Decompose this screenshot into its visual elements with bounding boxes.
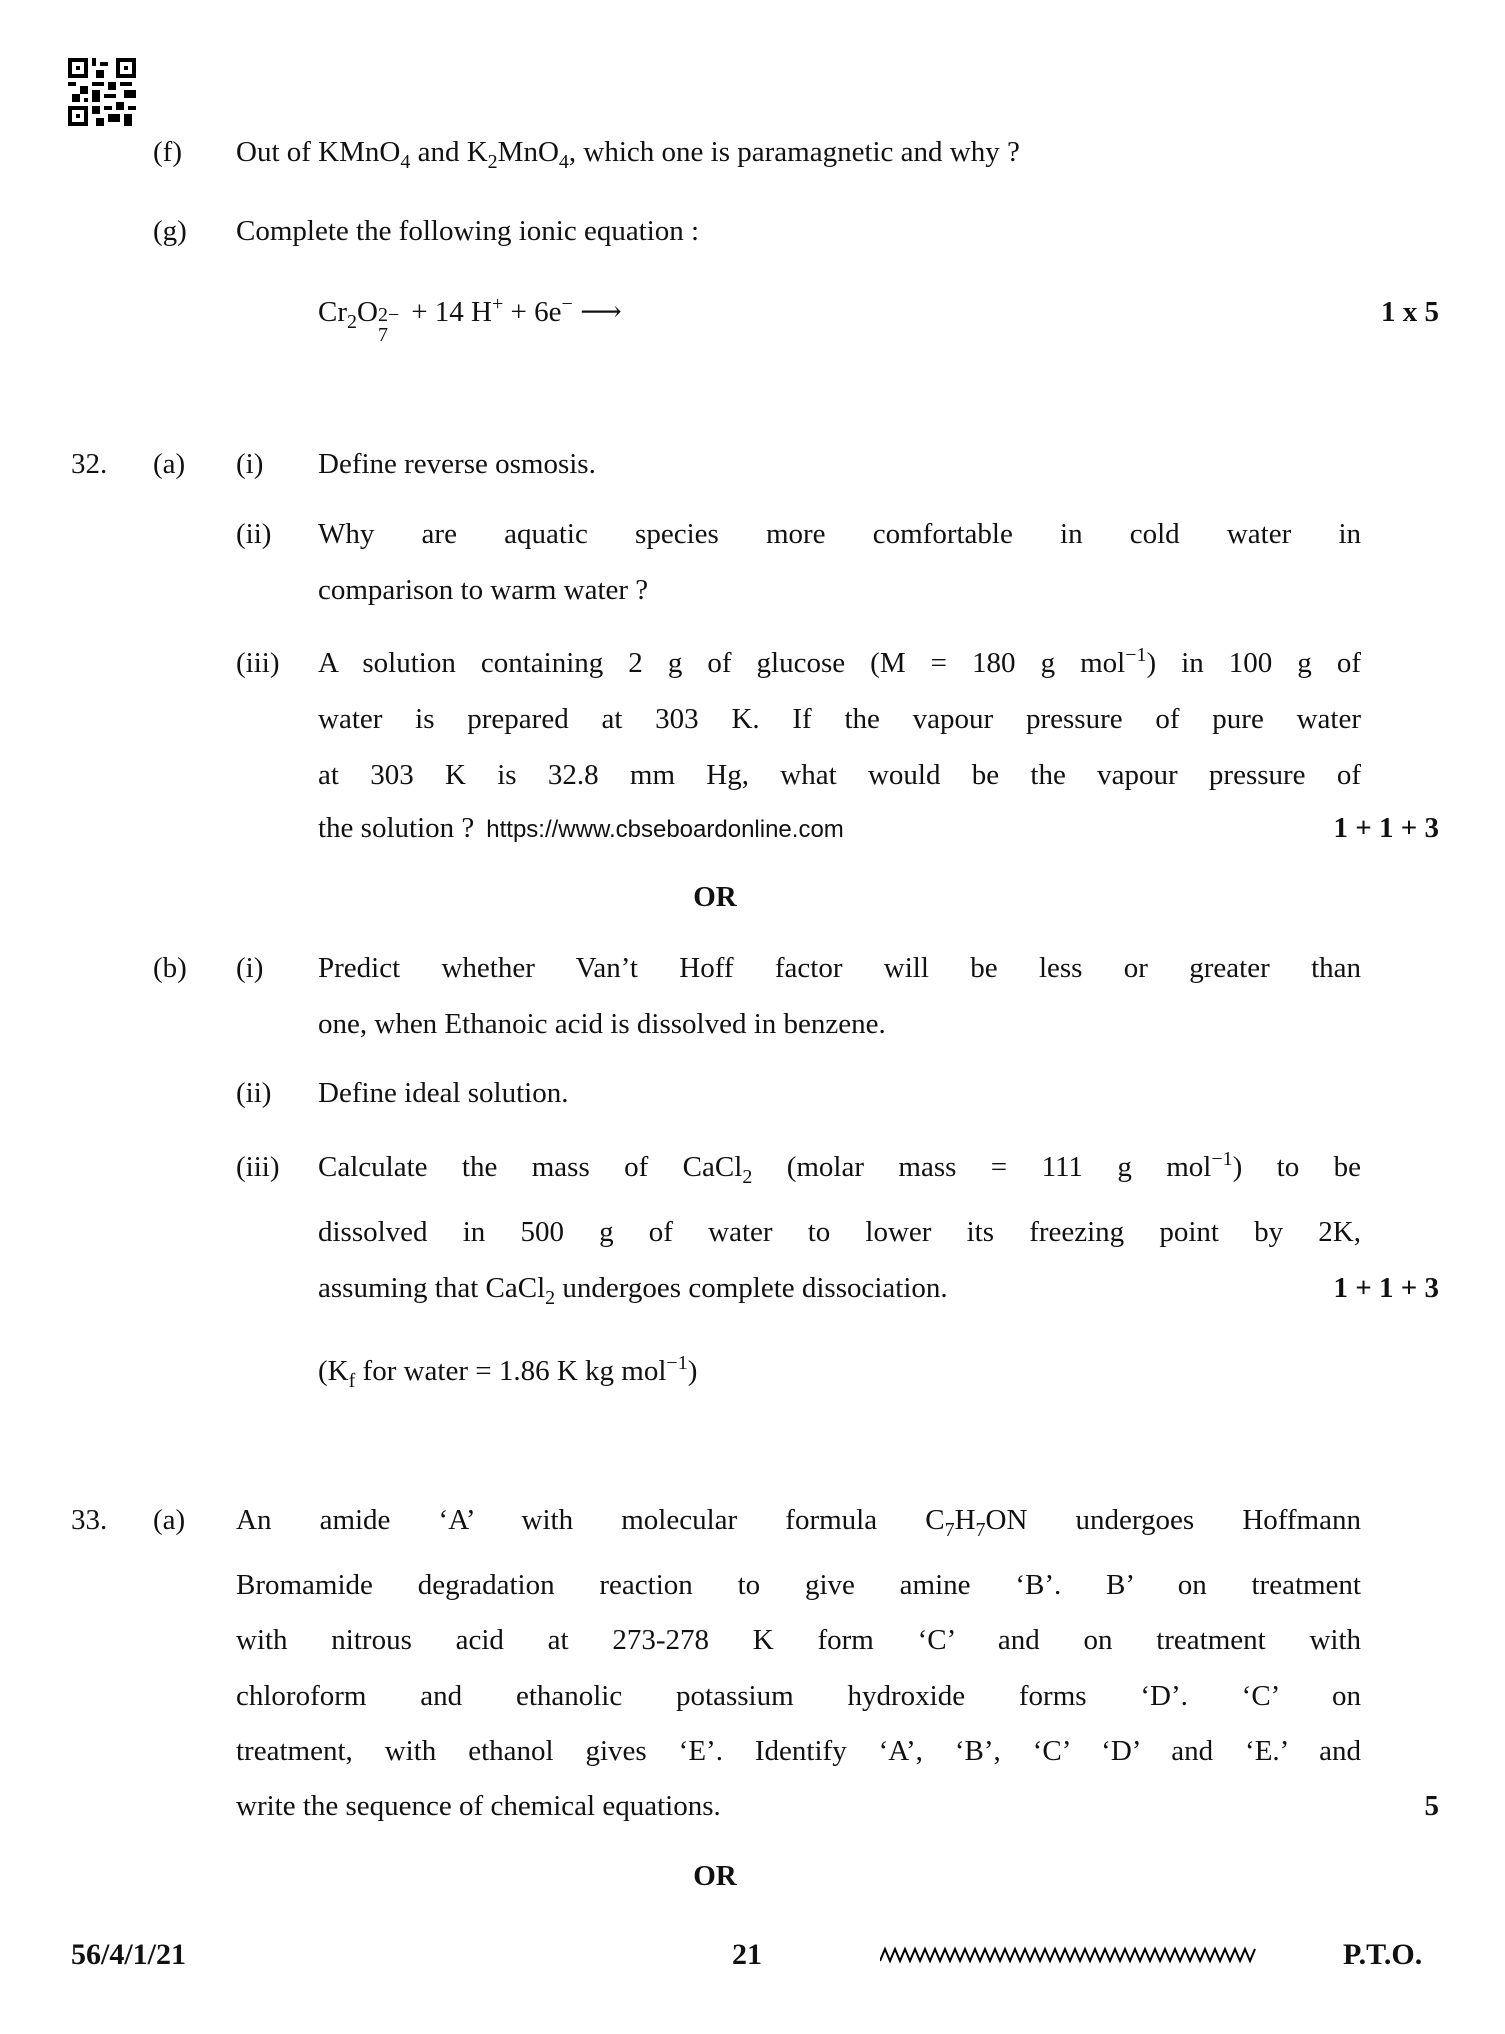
ionic-equation: $Cr_2O$ 2− 7 + 14 H+ + 6e− ⟶ [318, 293, 622, 346]
wavy-line-decoration [880, 1945, 1256, 1965]
or-divider: OR [693, 1860, 737, 1892]
marks: 5 [1424, 1790, 1439, 1822]
constant-note: ($K_f$ for water = 1.86 K kg mol$^{-1}$) [318, 1352, 698, 1392]
paper-code: 56/4/1/21 [71, 1938, 187, 1971]
marks: 1 + 1 + 3 [1333, 812, 1439, 844]
question-text: Define ideal solution. [318, 1077, 569, 1109]
subpart-label: (i) [236, 448, 264, 480]
qr-code-icon [68, 58, 136, 126]
question-text: with nitrous acid at 273-278 K form ‘C’ and on treatment with [236, 1624, 1361, 1656]
part-label: (f) [153, 136, 182, 168]
question-text: assuming that CaCl$_2$ undergoes complete dissociation. [318, 1272, 948, 1309]
question-text: A solution containing 2 g of glucose (M = 180 g mol$^{-1}$) in 100 g of [318, 644, 1361, 679]
question-text: Predict whether Van’t Hoff factor will be less or greater than [318, 952, 1361, 984]
question-31f-text: Out of KMnO$_4$ and $K_2MnO_4$, which one is paramagnetic and why ? [236, 136, 1020, 173]
question-text: chloroform and ethanolic potassium hydroxide forms ‘D’. ‘C’ on [236, 1680, 1361, 1712]
question-text: at 303 K is 32.8 mm Hg, what would be the vapour pressure of [318, 759, 1361, 791]
question-text: comparison to warm water ? [318, 574, 649, 606]
subpart-label: (iii) [236, 647, 280, 679]
pto-label: P.T.O. [1343, 1938, 1423, 1971]
question-number: 33. [71, 1504, 108, 1536]
question-text: Why are aquatic species more comfortable in cold water in [318, 518, 1361, 550]
or-divider: OR [693, 881, 737, 913]
question-number: 32. [71, 448, 108, 480]
part-label: (b) [153, 952, 187, 984]
marks: 1 x 5 [1381, 296, 1439, 328]
question-text: Define reverse osmosis. [318, 448, 596, 480]
subpart-label: (ii) [236, 518, 272, 550]
website-link[interactable]: https://www.cbseboardonline.com [486, 816, 844, 843]
arrow-icon: ⟶ [572, 296, 622, 328]
question-text: the solution ? https://www.cbseboardonline.com [318, 812, 844, 844]
question-text: Bromamide degradation reaction to give amine ‘B’. B’ on treatment [236, 1569, 1361, 1601]
question-text: dissolved in 500 g of water to lower its freezing point by 2K, [318, 1216, 1361, 1248]
question-text: one, when Ethanoic acid is dissolved in benzene. [318, 1008, 886, 1040]
part-label: (a) [153, 448, 186, 480]
marks: 1 + 1 + 3 [1333, 1272, 1439, 1304]
subpart-label: (iii) [236, 1151, 280, 1183]
question-31g-text: Complete the following ionic equation : [236, 215, 700, 247]
question-text: Calculate the mass of CaCl$_2$ (molar mass = 111 g mol$^{-1}$) to be [318, 1148, 1361, 1188]
question-text: treatment, with ethanol gives ‘E’. Identify ‘A’, ‘B’, ‘C’ ‘D’ and ‘E.’ and [236, 1735, 1361, 1767]
page-number: 21 [732, 1938, 762, 1971]
question-text: water is prepared at 303 K. If the vapour pressure of pure water [318, 703, 1361, 735]
question-text: An amide ‘A’ with molecular formula $C_7H_7ON$ undergoes Hoffmann [236, 1504, 1361, 1541]
question-text: write the sequence of chemical equations. [236, 1790, 721, 1822]
subpart-label: (ii) [236, 1077, 272, 1109]
part-label: (a) [153, 1504, 186, 1536]
part-label: (g) [153, 215, 187, 247]
subpart-label: (i) [236, 952, 264, 984]
